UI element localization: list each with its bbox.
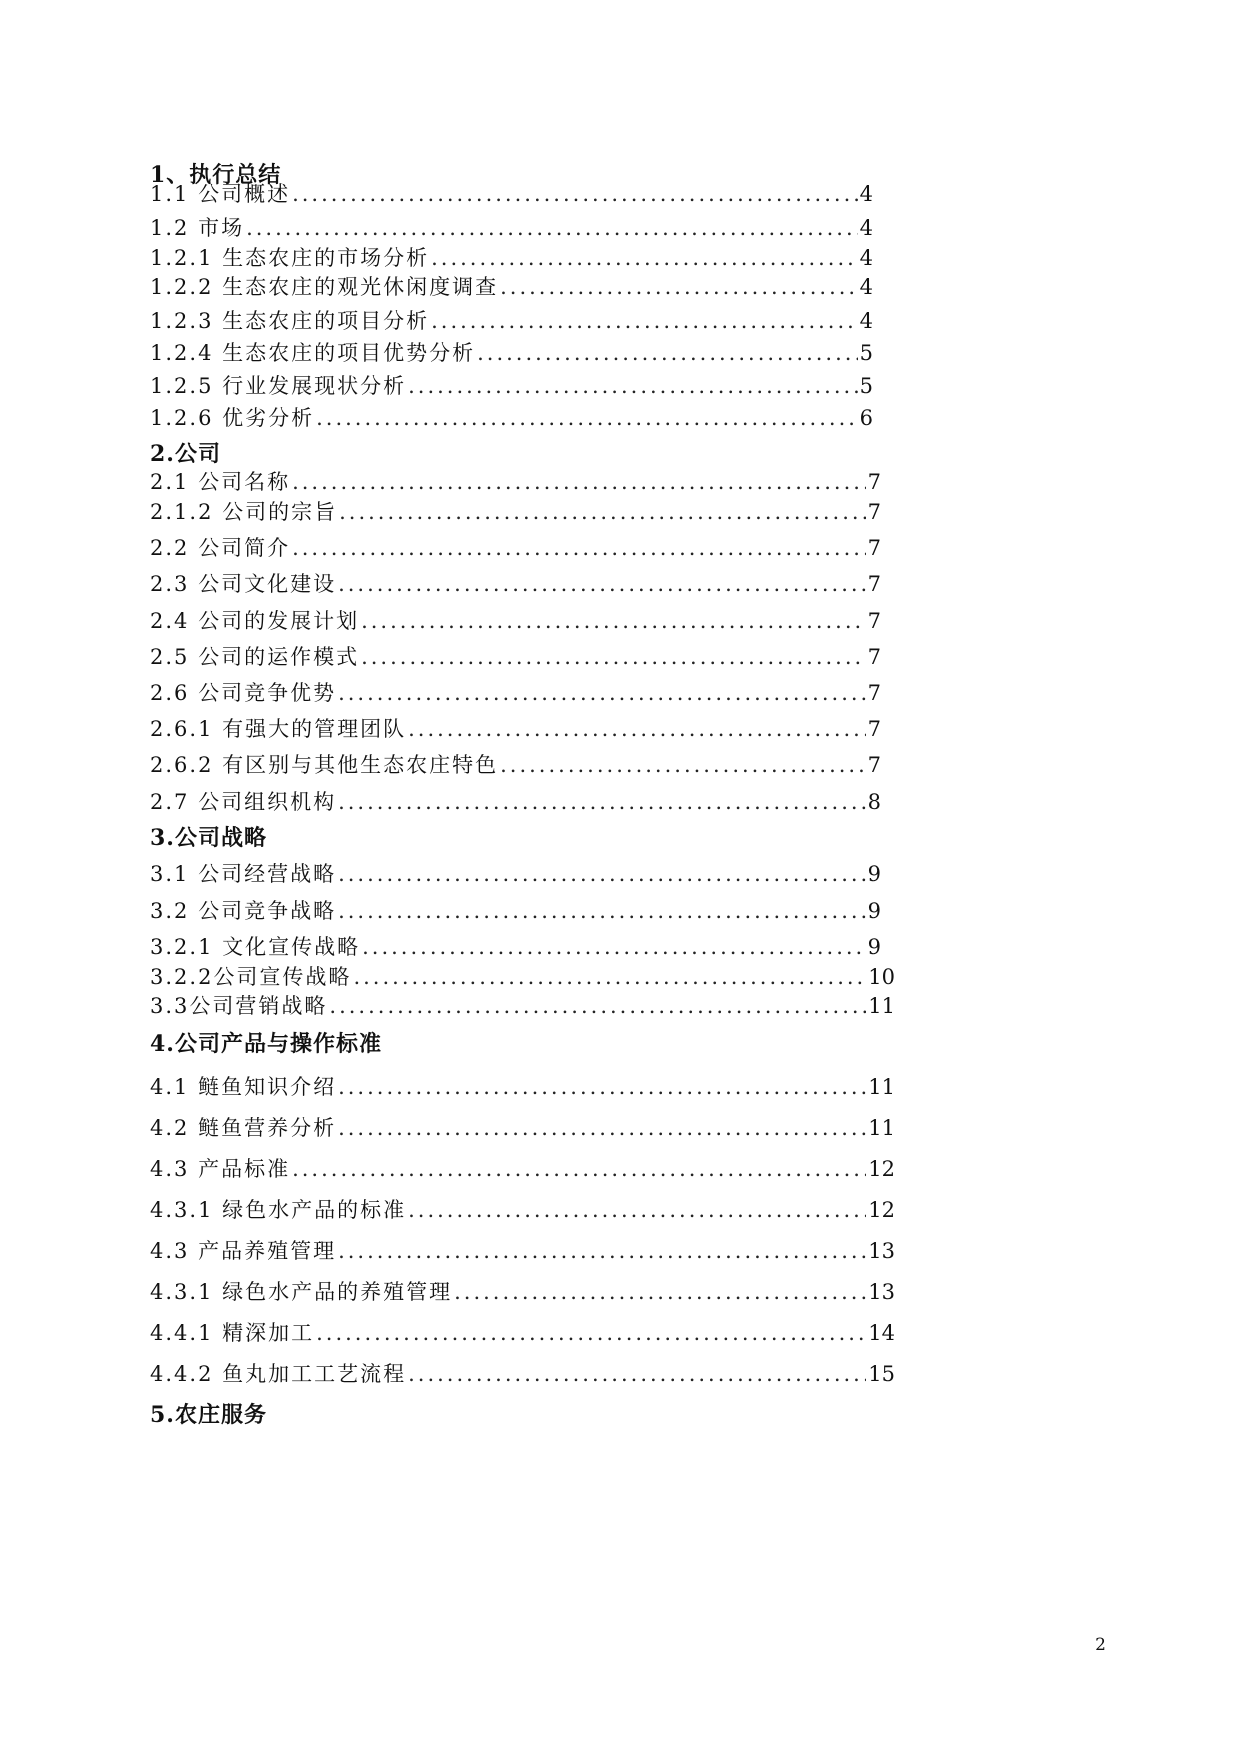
toc-entry[interactable]: 4.3 产品养殖管理 ..... 13	[150, 1235, 895, 1265]
toc-entry[interactable]: 4.3 产品标准 ..... 12	[150, 1153, 895, 1183]
toc-entry[interactable]: 3.1 公司经营战略 ..... 9	[150, 858, 881, 888]
toc-entry[interactable]: 1.2.3 生态农庄的项目分析 ..... 4	[150, 305, 873, 335]
toc-entry[interactable]: 1.2.2 生态农庄的观光休闲度调查 ..... 4	[150, 271, 873, 301]
toc-entry[interactable]: 3.3公司营销战略 ..... 11	[150, 990, 895, 1020]
toc-entry[interactable]: 2.7 公司组织机构 ..... 8	[150, 786, 881, 816]
toc-entry[interactable]: 3.2.2公司宣传战略 ..... 10	[150, 961, 895, 991]
section-heading-2: 2.公司	[150, 441, 221, 467]
toc-entry[interactable]: 2.6.1 有强大的管理团队 ..... 7	[150, 713, 881, 743]
section-heading-4: 4.公司产品与操作标准	[150, 1031, 382, 1057]
section-heading-5: 5.农庄服务	[150, 1402, 267, 1428]
toc-entry[interactable]: 2.2 公司简介 ..... 7	[150, 532, 881, 562]
section-heading-3: 3.公司战略	[150, 825, 267, 851]
toc-entry[interactable]: 2.6 公司竞争优势 ..... 7	[150, 677, 881, 707]
toc-entry[interactable]: 4.3.1 绿色水产品的标准 ..... 12	[150, 1194, 895, 1224]
toc-entry[interactable]: 2.3 公司文化建设 ..... 7	[150, 568, 881, 598]
toc-entry[interactable]: 1.2.1 生态农庄的市场分析 ..... 4	[150, 242, 873, 272]
toc-entry[interactable]: 4.1 鲢鱼知识介绍 ..... 11	[150, 1071, 895, 1101]
toc-entry[interactable]: 4.4.2 鱼丸加工工艺流程 ..... 15	[150, 1358, 895, 1388]
toc-entry[interactable]: 1.2.4 生态农庄的项目优势分析 ..... 5	[150, 337, 873, 367]
toc-entry[interactable]: 2.6.2 有区别与其他生态农庄特色 ..... 7	[150, 749, 881, 779]
toc-entry[interactable]: 1.2 市场 ..... 4	[150, 212, 873, 242]
toc-entry[interactable]: 4.3.1 绿色水产品的养殖管理 ..... 13	[150, 1276, 895, 1306]
section-heading-1: 1、执行总结	[150, 162, 282, 188]
page-number: 2	[1095, 1635, 1106, 1655]
toc-entry[interactable]: 3.2 公司竞争战略 ..... 9	[150, 895, 881, 925]
toc-entry[interactable]: 2.5 公司的运作模式 ..... 7	[150, 641, 881, 671]
toc-entry[interactable]: 2.4 公司的发展计划 ..... 7	[150, 605, 881, 635]
toc-entry[interactable]: 4.4.1 精深加工 ..... 14	[150, 1317, 895, 1347]
toc-entry[interactable]: 2.1.2 公司的宗旨 ..... 7	[150, 496, 881, 526]
toc-entry[interactable]: 1.2.6 优劣分析 ..... 6	[150, 402, 873, 432]
toc-entry[interactable]: 1.2.5 行业发展现状分析 ..... 5	[150, 370, 873, 400]
toc-entry[interactable]: 1.1 公司概述 ..... 4	[150, 178, 873, 208]
toc-entry[interactable]: 3.2.1 文化宣传战略 ..... 9	[150, 931, 881, 961]
toc-entry[interactable]: 4.2 鲢鱼营养分析 ..... 11	[150, 1112, 895, 1142]
toc-entry[interactable]: 2.1 公司名称 ..... 7	[150, 466, 881, 496]
